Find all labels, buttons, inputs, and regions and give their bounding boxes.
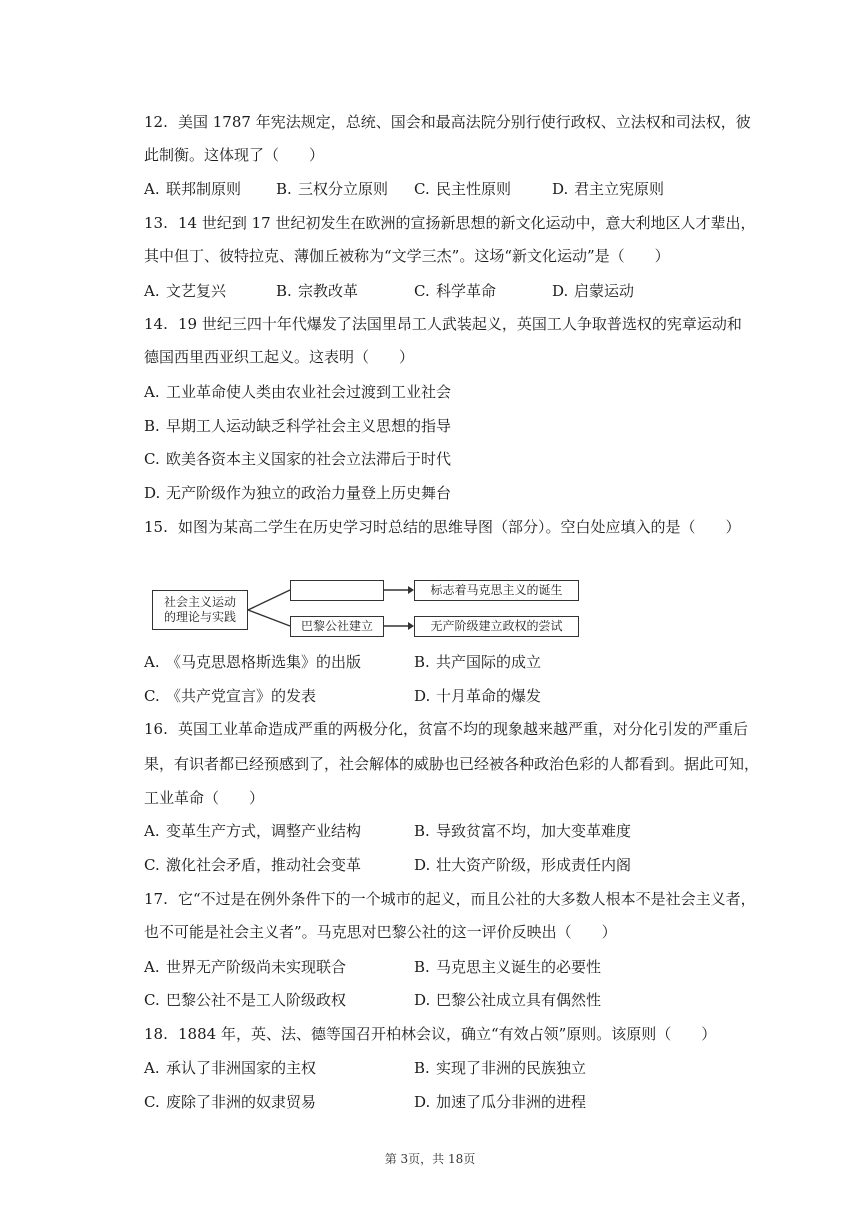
mind-map-branch-commune: 巴黎公社建立 bbox=[290, 616, 384, 637]
option-letter: D. bbox=[414, 1093, 431, 1111]
option-text: 科学革命 bbox=[436, 282, 497, 300]
option-text: 马克思主义诞生的必要性 bbox=[436, 958, 602, 976]
option-a bbox=[144, 281, 226, 301]
option-letter: C. bbox=[144, 1093, 160, 1111]
option-text: 启蒙运动 bbox=[574, 282, 635, 300]
option-c bbox=[144, 686, 316, 706]
question-text: 美国 1787 年宪法规定，总统、国会和最高法院分别行使行政权、立法权和司法权，彼 bbox=[178, 113, 751, 131]
option-a bbox=[144, 382, 451, 402]
question-text: 19 世纪三四十年代爆发了法国里昂工人武装起义，英国工人争取普选权的宪章运动和 bbox=[178, 315, 742, 333]
option-letter: B. bbox=[276, 282, 292, 300]
option-a bbox=[144, 821, 361, 841]
option-a bbox=[144, 957, 346, 977]
question-13 bbox=[144, 213, 755, 233]
option-c bbox=[144, 449, 451, 469]
option-text: 无产阶级作为独立的政治力量登上历史舞台 bbox=[166, 484, 452, 502]
option-text: 共产国际的成立 bbox=[436, 653, 542, 671]
option-d bbox=[414, 990, 601, 1010]
option-text: 巴黎公社成立具有偶然性 bbox=[436, 991, 602, 1009]
question-number: 13. bbox=[144, 214, 168, 232]
mind-map-blank-branch bbox=[290, 580, 384, 601]
option-b bbox=[414, 1058, 586, 1078]
option-text: 《共产党宣言》的发表 bbox=[166, 687, 317, 705]
option-b bbox=[414, 957, 601, 977]
question-text-continued: 德国西里西亚织工起义。这表明（ ） bbox=[144, 348, 415, 366]
question-17 bbox=[144, 889, 756, 909]
question-16 bbox=[144, 719, 748, 739]
option-b bbox=[414, 821, 631, 841]
option-a bbox=[144, 179, 241, 199]
option-letter: D. bbox=[414, 991, 431, 1009]
option-d bbox=[552, 281, 634, 301]
option-text: 早期工人运动缺乏科学社会主义思想的指导 bbox=[166, 417, 452, 435]
question-14 bbox=[144, 314, 742, 334]
question-15 bbox=[144, 517, 741, 537]
option-letter: C. bbox=[144, 687, 160, 705]
option-d bbox=[414, 855, 631, 875]
option-text: 工业革命使人类由农业社会过渡到工业社会 bbox=[166, 383, 452, 401]
option-letter: D. bbox=[414, 856, 431, 874]
question-text-continued: 也不可能是社会主义者”。马克思对巴黎公社的这一评价反映出（ ） bbox=[144, 923, 617, 941]
option-letter: A. bbox=[144, 383, 160, 401]
option-b bbox=[276, 179, 388, 199]
option-text: 壮大资产阶级，形成责任内阁 bbox=[436, 856, 632, 874]
option-letter: C. bbox=[144, 991, 160, 1009]
option-text: 欧美各资本主义国家的社会立法滞后于时代 bbox=[166, 450, 452, 468]
page-footer: 第 3页，共 18页 bbox=[384, 1152, 476, 1166]
option-text: 承认了非洲国家的主权 bbox=[166, 1059, 317, 1077]
option-text: 激化社会矛盾，推动社会变革 bbox=[166, 856, 362, 874]
option-c bbox=[414, 281, 496, 301]
question-number: 15. bbox=[144, 518, 168, 536]
option-letter: B. bbox=[414, 958, 430, 976]
connector-root-bottom bbox=[248, 610, 290, 626]
option-letter: D. bbox=[414, 687, 431, 705]
option-letter: D. bbox=[144, 484, 161, 502]
option-letter: B. bbox=[414, 653, 430, 671]
option-text: 导致贫富不均，加大变革难度 bbox=[436, 822, 632, 840]
option-letter: C. bbox=[144, 450, 160, 468]
question-text-continued: 工业革命（ ） bbox=[144, 789, 265, 807]
option-d bbox=[414, 1092, 586, 1112]
option-d bbox=[414, 686, 541, 706]
option-letter: C. bbox=[144, 856, 160, 874]
option-letter: A. bbox=[144, 958, 160, 976]
option-text: 加速了瓜分非洲的进程 bbox=[436, 1093, 587, 1111]
option-text: 十月革命的爆发 bbox=[436, 687, 542, 705]
option-text: 君主立宪原则 bbox=[574, 180, 665, 198]
option-text: 宗教改革 bbox=[298, 282, 359, 300]
question-number: 16. bbox=[144, 720, 168, 738]
mind-map-result-top: 标志着马克思主义的诞生 bbox=[414, 580, 579, 601]
option-letter: A. bbox=[144, 180, 160, 198]
question-number: 17. bbox=[144, 890, 168, 908]
option-letter: B. bbox=[144, 417, 160, 435]
connector-root-top bbox=[248, 590, 290, 610]
question-number: 12. bbox=[144, 113, 168, 131]
option-text: 文艺复兴 bbox=[166, 282, 227, 300]
option-c bbox=[144, 990, 346, 1010]
option-c bbox=[144, 1092, 316, 1112]
option-text: 世界无产阶级尚未实现联合 bbox=[166, 958, 347, 976]
option-letter: C. bbox=[414, 282, 430, 300]
option-b bbox=[414, 652, 541, 672]
question-text-continued: 其中但丁、彼特拉克、薄伽丘被称为“文学三杰”。这场“新文化运动”是（ ） bbox=[144, 247, 670, 265]
option-letter: A. bbox=[144, 822, 160, 840]
question-text: 英国工业革命造成严重的两极分化，贫富不均的现象越来越严重，对分化引发的严重后 bbox=[178, 720, 749, 738]
option-text: 废除了非洲的奴隶贸易 bbox=[166, 1093, 317, 1111]
option-letter: D. bbox=[552, 282, 569, 300]
mind-map-result-bottom: 无产阶级建立政权的尝试 bbox=[414, 616, 579, 637]
option-letter: A. bbox=[144, 653, 160, 671]
option-c bbox=[144, 855, 361, 875]
option-text: 三权分立原则 bbox=[298, 180, 389, 198]
option-c bbox=[414, 179, 511, 199]
option-letter: C. bbox=[414, 180, 430, 198]
option-text: 《马克思恩格斯选集》的出版 bbox=[166, 653, 362, 671]
option-letter: B. bbox=[414, 822, 430, 840]
option-text: 巴黎公社不是工人阶级政权 bbox=[166, 991, 347, 1009]
option-text: 民主性原则 bbox=[436, 180, 512, 198]
option-b bbox=[144, 416, 451, 436]
question-12 bbox=[144, 112, 751, 132]
question-text: 它“不过是在例外条件下的一个城市的起义，而且公社的大多数人根本不是社会主义者， bbox=[178, 890, 756, 908]
mind-map-root: 社会主义运动的理论与实践 bbox=[152, 590, 248, 630]
mind-map-figure bbox=[152, 574, 582, 646]
option-b bbox=[276, 281, 358, 301]
question-number: 14. bbox=[144, 315, 168, 333]
question-text-continued: 果，有识者都已经预感到了，社会解体的威胁也已经被各种政治色彩的人都看到。据此可知， bbox=[144, 755, 760, 773]
option-letter: B. bbox=[276, 180, 292, 198]
option-letter: A. bbox=[144, 1059, 160, 1077]
option-letter: A. bbox=[144, 282, 160, 300]
option-d bbox=[144, 483, 451, 503]
option-text: 变革生产方式，调整产业结构 bbox=[166, 822, 362, 840]
question-text: 如图为某高二学生在历史学习时总结的思维导图（部分）。空白处应填入的是（ ） bbox=[178, 518, 741, 536]
option-letter: B. bbox=[414, 1059, 430, 1077]
option-d bbox=[552, 179, 664, 199]
option-text: 实现了非洲的民族独立 bbox=[436, 1059, 587, 1077]
question-number: 18. bbox=[144, 1025, 168, 1043]
option-a bbox=[144, 1058, 316, 1078]
option-letter: D. bbox=[552, 180, 569, 198]
question-text: 1884 年，英、法、德等国召开柏林会议，确立“有效占领”原则。该原则（ ） bbox=[178, 1025, 717, 1043]
option-text: 联邦制原则 bbox=[166, 180, 242, 198]
question-18 bbox=[144, 1024, 716, 1044]
question-text-continued: 此制衡。这体现了（ ） bbox=[144, 146, 325, 164]
question-text: 14 世纪到 17 世纪初发生在欧洲的宣扬新思想的新文化运动中，意大利地区人才辈出， bbox=[178, 214, 756, 232]
option-a bbox=[144, 652, 361, 672]
